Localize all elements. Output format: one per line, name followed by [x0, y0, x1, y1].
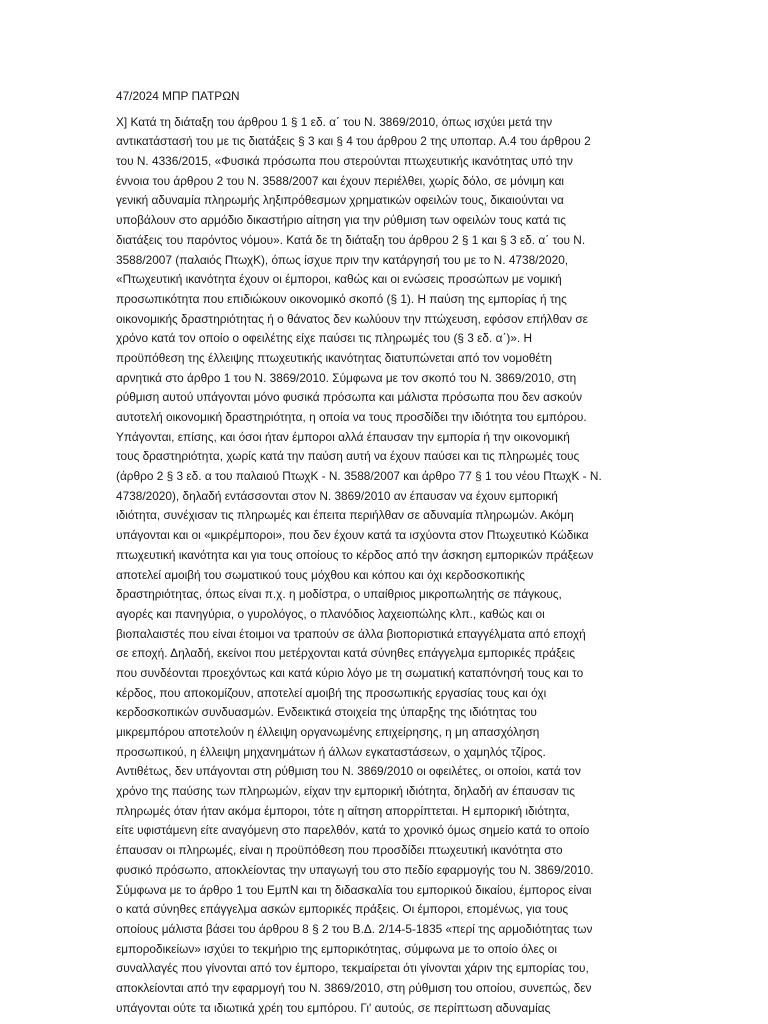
text-line: έπαυσαν οι πληρωμές, είναι η προϋπόθεση που προσδίδει πτωχευτική ικανότητα στο: [116, 843, 563, 858]
text-line: υποβάλουν στο αρμόδιο δικαστήριο αίτηση για την ρύθμιση των οφειλών τους κατά τις: [116, 213, 566, 228]
text-line: κέρδος, που αποκομίζουν, αποτελεί αμοιβή της προσωπικής εργασίας τους και όχι: [116, 685, 547, 700]
text-line: Σύμφωνα με το άρθρο 1 του ΕμπΝ και τη διδασκαλία του εμπορικού δικαίου, έμπορος είναι: [116, 882, 592, 897]
text-line: φυσικό πρόσωπο, αποκλείοντας την υπαγωγή του στο πεδίο εφαρμογής του Ν. 3869/2010.: [116, 862, 594, 877]
text-line: υπάγονται και οι «μικρέμποροι», που δεν έχουν κατά τα ισχύοντα στον Πτωχευτικό Κώδικα: [116, 528, 589, 543]
text-line: έννοια του άρθρου 2 του Ν. 3588/2007 και έχουν περιέλθει, χωρίς δόλο, σε μόνιμη και: [116, 173, 565, 188]
text-line: αυτοτελή οικονομική δραστηριότητα, η οποία να τους προσδίδει την ιδιότητα του εμπόρου.: [116, 410, 587, 425]
text-line: ιδιότητα, συνέχισαν τις πληρωμές και έπειτα περιήλθαν σε αδυναμία πληρωμών. Ακόμη: [116, 508, 574, 523]
text-line: δραστηριότητας, όπως είναι π.χ. η μοδίστρα, ο υπαίθριος μικροπωλητής σε πάγκους,: [116, 587, 562, 602]
text-line: σε εποχή. Δηλαδή, εκείνοι που μετέρχονται κατά σύνηθες επάγγελμα εμπορικές πράξεις: [116, 646, 575, 661]
text-line: Χ] Κατά τη διάταξη του άρθρου 1 § 1 εδ. α΄ του Ν. 3869/2010, όπως ισχύει μετά την: [116, 114, 553, 129]
text-line: (άρθρο 2 § 3 εδ. α του παλαιού ΠτωχΚ - Ν. 3588/2007 και άρθρο 77 § 1 του νέου ΠτωχΚ - Ν.: [116, 469, 602, 484]
text-line: κερδοσκοπικών συνδυασμών. Ενδεικτικά στοιχεία της ύπαρξης της ιδιότητας του: [116, 705, 537, 720]
text-line: υπάγονται ούτε τα ιδιωτικά χρέη του εμπόρου. Γι' αυτούς, σε περίπτωση αδυναμίας: [116, 1000, 551, 1015]
text-line: γενική αδυναμία πληρωμής ληξιπρόθεσμων χρηματικών οφειλών τους, δικαιούνται να: [116, 193, 564, 208]
text-line: συναλλαγές που γίνονται από τον έμπορο, τεκμαίρεται ότι γίνονται χάριν της εμπορίας του,: [116, 961, 589, 976]
text-line: 4738/2020), δηλαδή εντάσσονται στον Ν. 3869/2010 αν έπαυσαν να έχουν εμπορική: [116, 488, 558, 503]
text-line: 3588/2007 (παλαιός ΠτωχΚ), όπως ίσχυε πριν την κατάργησή του με το Ν. 4738/2020,: [116, 252, 569, 267]
text-line: χρόνο της παύσης των πληρωμών, είχαν την εμπορική ιδιότητα, δηλαδή αν έπαυσαν τις: [116, 784, 576, 799]
text-line: πληρωμές όταν ήταν ακόμα έμποροι, τότε η αίτηση απορρίπτεται. Η εμπορική ιδιότητα,: [116, 803, 570, 818]
text-line: μικρεμπόρου αποτελούν η έλλειψη οργανωμένης επιχείρησης, η μη απασχόληση: [116, 725, 540, 740]
text-line: ρύθμιση αυτού υπάγονται μόνο φυσικά πρόσωπα και μάλιστα πρόσωπα που δεν ασκούν: [116, 390, 583, 405]
text-line: προσωπικού, η έλλειψη μηχανημάτων ή άλλων εγκαταστάσεων, ο χαμηλός τζίρος.: [116, 744, 546, 759]
text-line: αντικατάστασή του με τις διατάξεις § 3 και § 4 του άρθρου 2 της υποπαρ. Α.4 του άρθρου 2: [116, 134, 591, 149]
case-title: 47/2024 ΜΠΡ ΠΑΤΡΩΝ: [116, 89, 240, 103]
text-line: εμποροδικείων» ισχύει το τεκμήριο της εμπορικότητας, σύμφωνα με το οποίο όλες οι: [116, 941, 557, 956]
paragraph-text: [116, 113, 656, 1019]
text-line: είτε υφιστάμενη είτε αναγόμενη στο παρελθόν, κατά το χρονικό όμως σημείο κατά το οποίο: [116, 823, 590, 838]
text-line: χρόνο κατά τον οποίο ο οφειλέτης είχε παύσει τις πληρωμές του (§ 3 εδ. α΄)». Η: [116, 331, 533, 346]
text-line: Υπάγονται, επίσης, και όσοι ήταν έμποροι αλλά έπαυσαν την εμπορία ή την οικονομική: [116, 429, 570, 444]
text-line: του Ν. 4336/2015, «Φυσικά πρόσωπα που στερούνται πτωχευτικής ικανότητας υπό την: [116, 154, 573, 169]
text-line: προσωπικότητα που επιδιώκουν οικονομικό σκοπό (§ 1). Η παύση της εμπορίας ή της: [116, 291, 567, 306]
text-line: «Πτωχευτική ικανότητα έχουν οι έμποροι, καθώς και οι ενώσεις προσώπων με νομική: [116, 272, 562, 287]
text-line: αγορές και πανηγύρια, ο γυρολόγος, ο πλανόδιος λαχειοπώλης κλπ., καθώς και οι: [116, 606, 545, 621]
text-line: που συνδέονται προεχόντως και κατά κύριο λόγο με τη σωματική καταπόνησή τους και το: [116, 665, 584, 680]
text-line: αρνητικά στο άρθρο 1 του Ν. 3869/2010. Σύμφωνα με τον σκοπό του Ν. 3869/2010, στη: [116, 370, 577, 385]
text-line: τους δραστηριότητα, χωρίς κατά την παύση αυτή να έχουν παύσει και τις πληρωμές τους: [116, 449, 580, 464]
text-line: οικονομικής δραστηριότητας ή ο θάνατος δεν κωλύουν την πτώχευση, εφόσον επήλθαν σε: [116, 311, 588, 326]
text-line: προϋπόθεση της έλλειψης πτωχευτικής ικανότητας διατυπώνεται από τον νομοθέτη: [116, 350, 552, 365]
text-line: Αντιθέτως, δεν υπάγονται στη ρύθμιση του Ν. 3869/2010 οι οφειλέτες, οι οποίοι, κατά τον: [116, 764, 581, 779]
text-line: οποίους μάλιστα βάσει του άρθρου 8 § 2 του Β.Δ. 2/14-5-1835 «περί της αρμοδιότητας των: [116, 921, 593, 936]
text-line: πτωχευτική ικανότητα και για τους οποίους το κέρδος από την άσκηση εμπορικών πράξεων: [116, 547, 594, 562]
text-line: ο κατά σύνηθες επάγγελμα ασκών εμπορικές πράξεις. Οι έμποροι, επομένως, για τους: [116, 902, 569, 917]
text-line: αποτελεί αμοιβή του σωματικού τους μόχθου και κόπου και όχι κερδοσκοπικής: [116, 567, 525, 582]
text-line: διατάξεις του παρόντος νόμου». Κατά δε τη διάταξη του άρθρου 2 § 1 και § 3 εδ. α΄ του Ν.: [116, 232, 586, 247]
text-line: βιοπαλαιστές που είναι έτοιμοι να τραπούν σε άλλα βιοποριστικά επαγγέλματα από εποχή: [116, 626, 586, 641]
text-line: αποκλείονται από την εφαρμογή του Ν. 3869/2010, στη ρύθμιση του οποίου, συνεπώς, δεν: [116, 980, 592, 995]
document-body: [116, 87, 656, 1018]
